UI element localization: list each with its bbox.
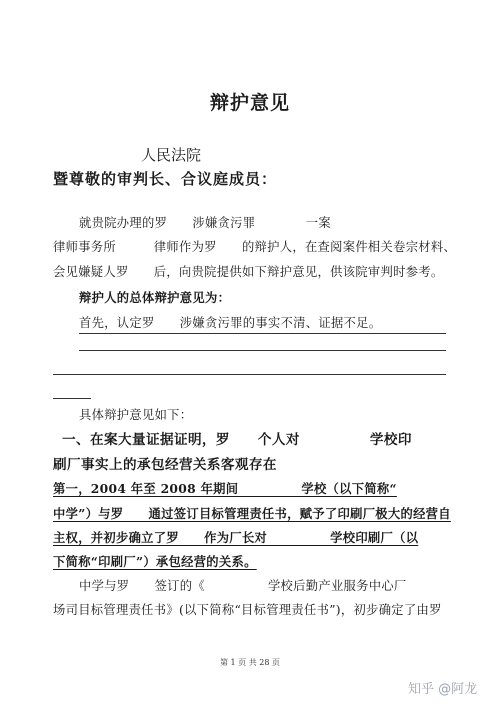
paragraph-line-2: 场司目标管理责任书》(以下简称“目标管理责任书”)，初步确定了由罗 bbox=[53, 603, 442, 617]
blank-rule-3 bbox=[53, 398, 91, 399]
sub-1-line-3: 主权，并初步确立了罗 作为厂长对 学校印刷厂（以 bbox=[53, 530, 419, 545]
intro-line-2: 律师事务所 律师作为罗 的辩护人，在查阅案件相关卷宗材料、 bbox=[53, 240, 457, 254]
paragraph-line-1: 中学与罗 签订的《 学校后勤产业服务中心厂 bbox=[79, 579, 407, 593]
sub-1-line-2: 中学”）与罗 通过签订目标管理责任书，赋予了印刷厂极大的经营自 bbox=[53, 506, 451, 521]
blank-rule-1 bbox=[79, 350, 446, 351]
point-1-line-1: 一、在案大量证据证明，罗 个人对 学校印 bbox=[62, 432, 412, 448]
overall-text: 首先，认定罗 涉嫌贪污罪的事实不清、证据不足。 bbox=[79, 316, 382, 330]
watermark: 知乎 @阿龙 bbox=[408, 682, 478, 697]
salutation: 暨尊敬的审判长、合议庭成员： bbox=[53, 170, 278, 188]
blank-rule-2 bbox=[53, 374, 446, 375]
specific-heading: 具体辩护意见如下： bbox=[79, 408, 193, 422]
sub-1-line-4: 下简称“印刷厂”）承包经营的关系。 bbox=[53, 554, 257, 569]
overall-text-underline bbox=[79, 333, 446, 334]
page-indicator: 第 1 页 共 28 页 bbox=[220, 658, 280, 667]
overall-heading: 辩护人的总体辩护意见为： bbox=[79, 290, 231, 305]
court-name: 人民法院 bbox=[141, 146, 202, 164]
document-title: 辩护意见 bbox=[209, 92, 290, 114]
point-1-line-2: 刷厂事实上的承包经营关系客观存在 bbox=[53, 457, 277, 473]
sub-1-line-1: 第一，2004 年至 2008 年期间 学校（以下简称“ bbox=[53, 481, 397, 496]
intro-line-3: 会见嫌疑人罗 后，向贵院提供如下辩护意见，供该院审判时参考。 bbox=[53, 265, 444, 279]
intro-line-1: 就贵院办理的罗 涉嫌贪污罪 一案 bbox=[79, 216, 331, 230]
